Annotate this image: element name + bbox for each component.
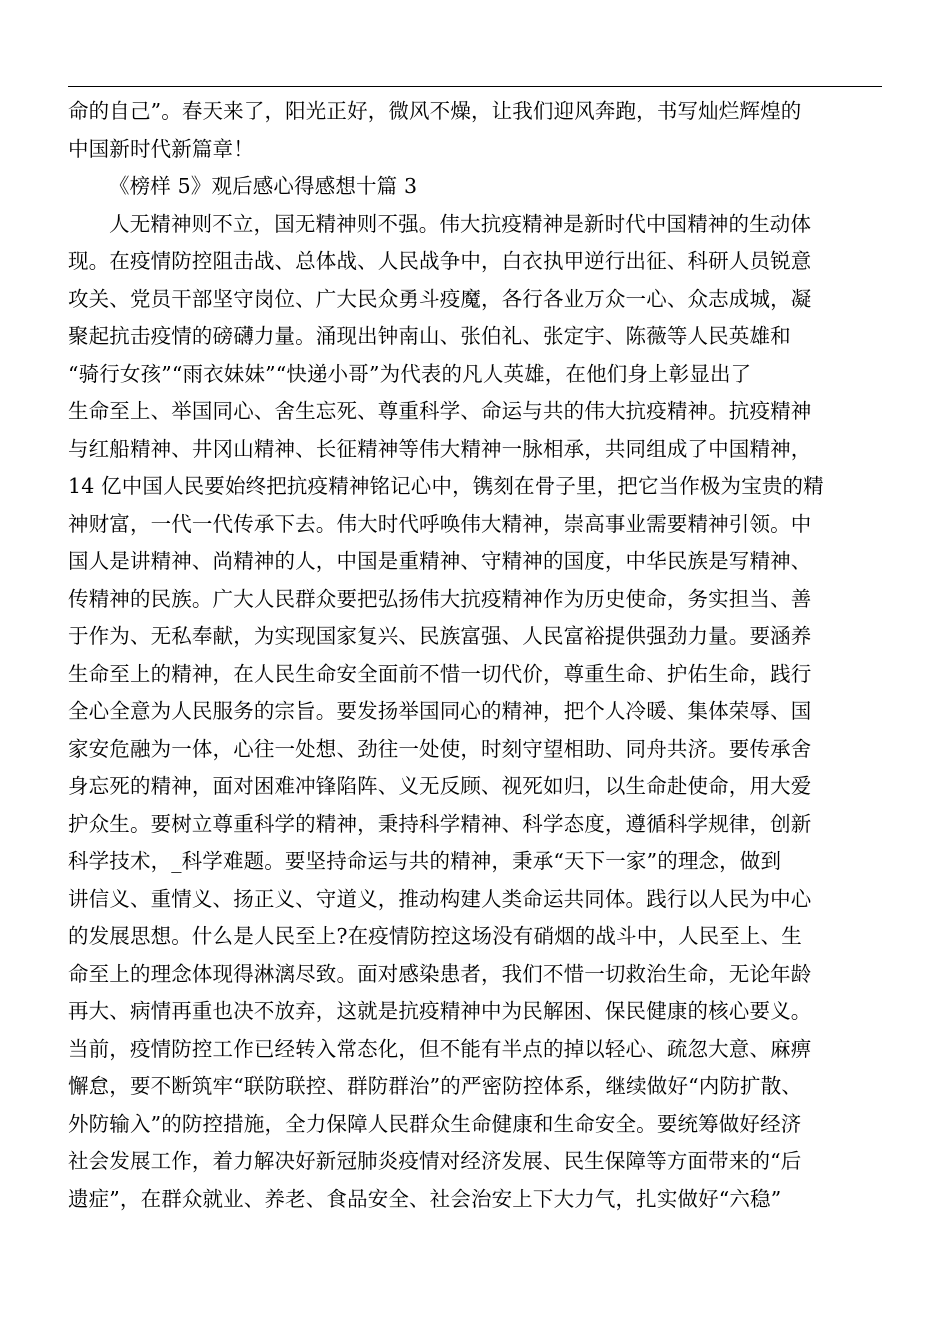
text-line: 外防输入”的防控措施，全力保障人民群众生命健康和生命安全。要统筹做好经济 [68, 1111, 802, 1136]
text-line: 命至上的理念体现得淋漓尽致。面对感染患者，我们不惜一切救治生命，无论年龄 [68, 961, 812, 986]
header-rule [68, 86, 882, 87]
text-line: 再大、病情再重也决不放弃，这就是抗疫精神中为民解困、保民健康的核心要义。 [68, 999, 812, 1023]
text-line: 中国新时代新篇章！ [68, 136, 254, 161]
text-line: 与红船精神、井冈山精神、长征精神等伟大精神一脉相承，共同组成了中国精神， [68, 436, 812, 461]
document-body [68, 93, 898, 1218]
text-line: 生命至上的精神，在人民生命安全面前不惜一切代价，尊重生命、护佑生命，践行 [68, 661, 812, 686]
text-line: 全心全意为人民服务的宗旨。要发扬举国同心的精神，把个人冷暖、集体荣辱、国 [68, 699, 812, 723]
text-line: 护众生。要树立尊重科学的精神，秉持科学精神、科学态度，遵循科学规律，创新 [68, 811, 812, 836]
text-line: 家安危融为一体，心往一处想、劲往一处使，时刻守望相助、同舟共济。要传承舍 [68, 736, 812, 761]
section-heading: 《榜样 5》观后感心得感想十篇 3 [109, 174, 418, 198]
text-line: 聚起抗击疫情的磅礴力量。涌现出钟南山、张伯礼、张定宇、陈薇等人民英雄和 [68, 324, 791, 348]
text-line: 懈怠，要不断筑牢“联防联控、群防群治”的严密防控体系，继续做好“内防扩散、 [68, 1074, 802, 1098]
text-line: 的发展思想。什么是人民至上?在疫情防控这场没有硝烟的战斗中，人民至上、生 [68, 924, 802, 948]
text-line: 科学技术，_科学难题。要坚持命运与共的精神，秉承“天下一家”的理念，做到 [68, 849, 782, 873]
text-line: “骑行女孩”“雨衣妹妹”“快递小哥”为代表的凡人英雄，在他们身上彰显出了 [68, 361, 752, 386]
text-line: 14 亿中国人民要始终把抗疫精神铭记心中，镌刻在骨子里，把它当作极为宝贵的精 [68, 474, 824, 498]
text-line: 命的自己”。春天来了，阳光正好，微风不燥，让我们迎风奔跑，书写灿烂辉煌的 [68, 99, 802, 123]
text-line: 神财富，一代一代传承下去。伟大时代呼唤伟大精神，崇高事业需要精神引领。中 [68, 511, 812, 536]
text-line: 于作为、无私奉献，为实现国家复兴、民族富强、人民富裕提供强劲力量。要涵养 [68, 624, 812, 648]
text-line: 现。在疫情防控阻击战、总体战、人民战争中，白衣执甲逆行出征、科研人员锐意 [68, 249, 812, 273]
text-line: 讲信义、重情义、扬正义、守道义，推动构建人类命运共同体。践行以人民为中心 [68, 886, 812, 911]
text-line: 身忘死的精神，面对困难冲锋陷阵、义无反顾、视死如归，以生命赴使命，用大爱 [68, 774, 812, 798]
paragraph-first-line: 人无精神则不立，国无精神则不强。伟大抗疫精神是新时代中国精神的生动体 [109, 211, 812, 236]
text-line: 当前，疫情防控工作已经转入常态化，但不能有半点的掉以轻心、疏忽大意、麻痹 [68, 1036, 812, 1061]
text-line: 生命至上、举国同心、舍生忘死、尊重科学、命运与共的伟大抗疫精神。抗疫精神 [68, 399, 812, 423]
text-line: 传精神的民族。广大人民群众要把弘扬伟大抗疫精神作为历史使命，务实担当、善 [68, 586, 812, 611]
text-line: 遗症”，在群众就业、养老、食品安全、社会治安上下大力气，扎实做好“六稳” [68, 1186, 782, 1211]
text-line: 攻关、党员干部坚守岗位、广大民众勇斗疫魔，各行各业万众一心、众志成城，凝 [68, 286, 812, 311]
text-line: 社会发展工作，着力解决好新冠肺炎疫情对经济发展、民生保障等方面带来的“后 [68, 1149, 802, 1173]
text-line: 国人是讲精神、尚精神的人，中国是重精神、守精神的国度，中华民族是写精神、 [68, 549, 812, 573]
